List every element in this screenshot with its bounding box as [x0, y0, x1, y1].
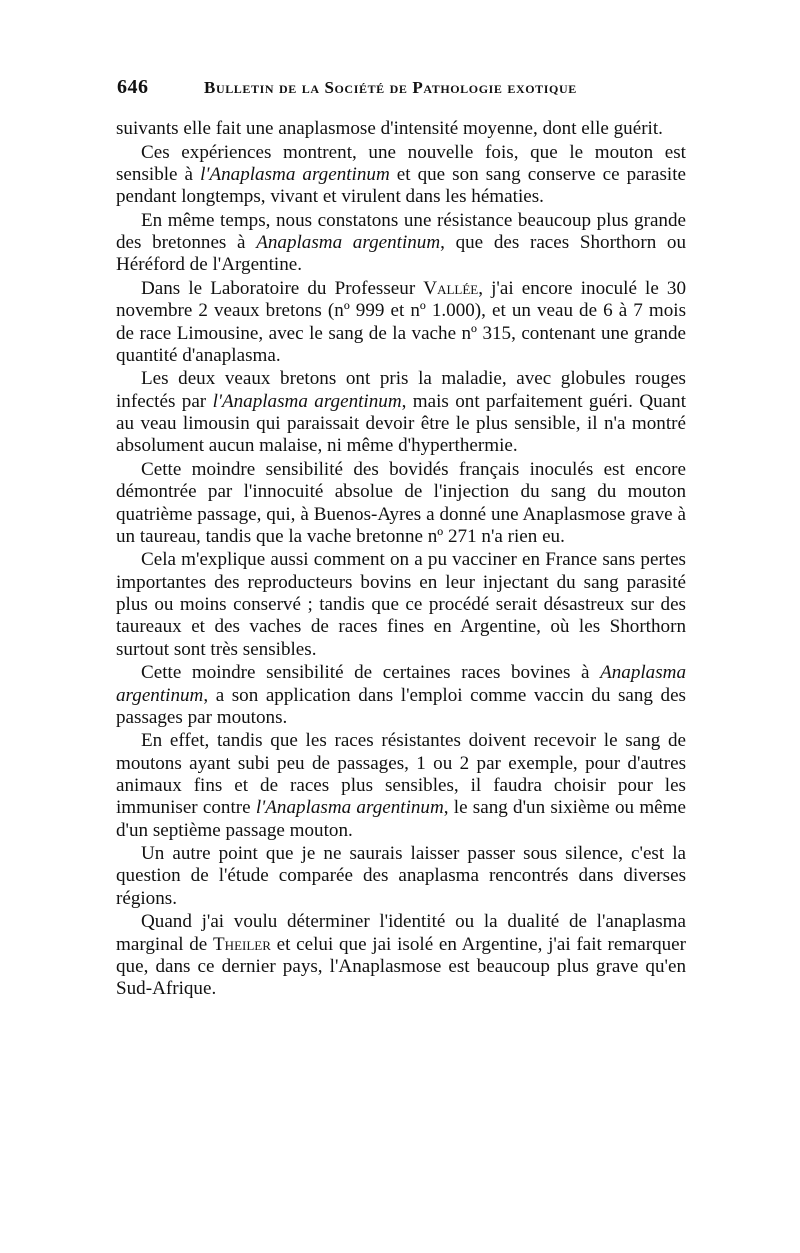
text-segment: Cette moindre sensibilité de certaines races bovines à [141, 662, 601, 684]
italic-term: l'Anaplasma argentinum [255, 797, 444, 819]
paragraph-p6 [116, 549, 686, 660]
paragraph-p0 [116, 118, 686, 140]
paragraph-p1 [116, 142, 686, 209]
text-segment: Dans le Laboratoire du Professeur [141, 277, 424, 299]
text-segment: Cela m'explique aussi comment on a pu vacciner en France sans pertes importantes des reproducteurs bovins en leur injectant du sang parasité plus ou moins conservé ; tandis que ce procédé serait désastreux sur des taureaux et des vaches de races fines en Argentine, où les Shorthorn surtout sont très sensibles. [116, 549, 686, 660]
text-segment: En même temps, nous constatons une résistance beaucoup plus grande des bretonnes à [116, 209, 686, 254]
italic-term: l'Anaplasma argentinum [212, 390, 402, 412]
text-segment: Un autre point que je ne saurais laisser passer sous silence, c'est la question de l'étude comparée des anaplasma rencontrés dans diverses régions. [116, 843, 686, 909]
text-segment: Cette moindre sensibilité des bovidés français inoculés est encore démontrée par l'innocuité absolue de l'injection du sang du mouton quatrième passage, qui, à Buenos-Ayres a donné une Anaplasmose grave à un taureau, tandis que la vache bretonne nº 271 n'a rien eu. [116, 458, 686, 547]
running-header [117, 76, 697, 100]
paragraph-p7 [116, 662, 686, 729]
text-segment: Les deux veaux bretons ont pris la maladie, avec globules rouges infectés par [116, 368, 686, 412]
text-segment: , que des races Shorthorn ou Héréford de l'Argentine. [116, 232, 687, 276]
author-name: Vallée [423, 277, 479, 299]
journal-title: Bulletin de la Société de Pathologie exotique [204, 78, 577, 97]
text-segment: et que son sang conserve ce parasite pendant longtemps, vivant et virulent dans les hématies. [116, 163, 686, 208]
text-segment: Quand j'ai voulu déterminer l'identité ou la dualité de l'anaplasma marginal de [116, 911, 686, 955]
paragraph-p8 [116, 730, 686, 841]
italic-term: l'Anaplasma argentinum [200, 163, 390, 185]
paragraph-p9 [116, 843, 686, 910]
text-segment: Ces expériences montrent, une nouvelle fois, que le mouton est sensible à [116, 141, 686, 185]
text-segment: , a son application dans l'emploi comme vaccin du sang des passages par moutons. [116, 684, 686, 728]
text-segment: et celui que jai isolé en Argentine, j'ai fait remarquer que, dans ce dernier pays, l'Anaplasmose est beaucoup plus grave qu'en Sud-Afrique. [116, 933, 686, 1000]
italic-term: Anaplasma argentinum [256, 232, 441, 254]
text-segment: , le sang d'un sixième ou même d'un septième passage mouton. [116, 797, 686, 841]
paragraph-p5 [116, 459, 686, 548]
body-text [116, 118, 686, 1002]
paragraph-p2 [116, 210, 686, 277]
italic-term: Anaplasma argentinum [116, 662, 686, 706]
text-segment: En effet, tandis que les races résistantes doivent recevoir le sang de moutons ayant subi peu de passages, 1 ou 2 par exemple, pour d'autres animaux fins et de races plus sensibles, il faudra choisir pour les immuniser contre [116, 730, 686, 819]
text-segment: , j'ai encore inoculé le 30 novembre 2 veaux bretons (nº 999 et nº 1.000), et un veau de 6 à 7 mois de race Limousine, avec le sang de la vache nº 315, contenant une grande quantité d'anaplasma. [116, 277, 686, 366]
paragraph-p3 [116, 278, 686, 367]
paragraph-p10 [116, 911, 686, 1000]
author-name: Theiler [213, 933, 271, 955]
paragraph-p4 [116, 368, 686, 457]
text-segment: , mais ont parfaitement guéri. Quant au veau limousin qui paraissait devoir être le plus sensible, il n'a montré absolument aucun malaise, ni même d'hyperthermie. [116, 390, 686, 457]
text-segment: suivants elle fait une anaplasmose d'intensité moyenne, dont elle guérit. [116, 118, 663, 139]
page-number: 646 [117, 76, 149, 98]
